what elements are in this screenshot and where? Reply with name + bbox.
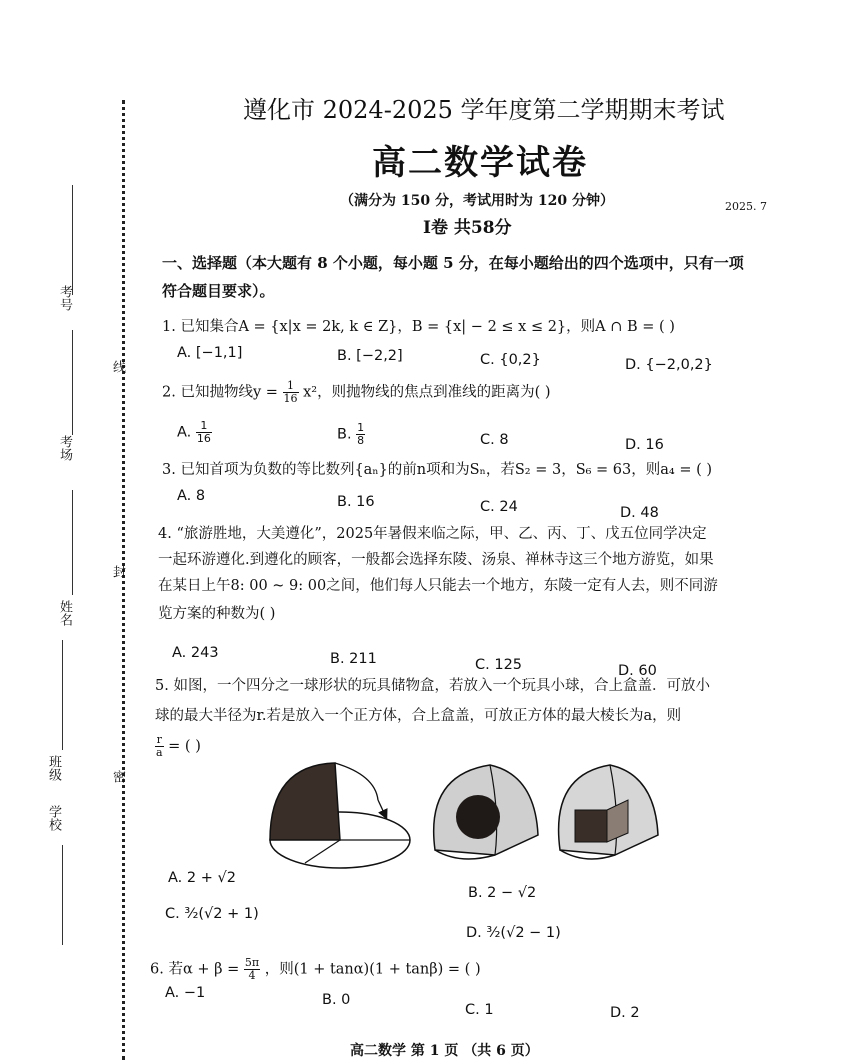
q2-option-d: D. 16 (625, 437, 664, 453)
q1-option-a: A. [−1,1] (177, 345, 243, 361)
exam-date: 2025. 7 (725, 200, 767, 213)
q6-frac-den: 4 (248, 969, 256, 982)
q2-option-a (177, 420, 212, 445)
q2-frac-den: 16 (283, 392, 298, 405)
field-school: 学校 (46, 805, 61, 831)
question-1-stem: 1. 已知集合A = {x|x = 2k, k ∈ Z}，B = {x| − 2 ≤ x ≤ 2}，则A ∩ B = ( ) (162, 319, 675, 335)
q2-option-b-frac (356, 422, 365, 447)
seal-mark-seal: 封 (110, 565, 125, 578)
q4-option-a: A. 243 (172, 645, 219, 661)
paper-title: 高二数学试卷 (372, 143, 588, 183)
q6-frac-num: 5π (244, 956, 260, 969)
q6-option-d: D. 2 (610, 1005, 640, 1021)
q3-option-a: A. 8 (177, 488, 206, 504)
q5-option-c: C. ³⁄₂(√2 + 1) (165, 906, 259, 922)
binding-dotted-line (122, 100, 125, 1060)
question-2-stem (162, 380, 551, 405)
q1-option-b: B. [−2,2] (337, 348, 403, 364)
q2b-den: 8 (357, 434, 365, 447)
q5-option-a: A. 2 + √2 (168, 870, 236, 886)
question-4-line-4: 览方案的种数为( ) (158, 606, 276, 622)
q5-option-d: D. ³⁄₂(√2 − 1) (466, 925, 561, 941)
q6-stem-part1: 6. 若α + β = (150, 961, 240, 978)
q4-option-d: D. 60 (618, 663, 657, 679)
question-6-stem (150, 957, 481, 982)
q6-stem-part2: ，则(1 + tanα)(1 + tanβ) = ( ) (264, 961, 481, 978)
section-instructions-2: 符合题目要求）。 (162, 282, 275, 300)
field-exam-room: 考场 (57, 435, 72, 461)
q1-option-c: C. {0,2} (480, 352, 541, 368)
q6-option-a: A. −1 (165, 985, 206, 1001)
question-4-line-1: 4. “旅游胜地，大美遵化”，2025年暑假来临之际，甲、乙、丙、丁、戊五位同学决定 (158, 526, 707, 542)
question-3-stem: 3. 已知首项为负数的等比数列{aₙ}的前n项和为Sₙ，若S₂ = 3，S₆ = 63，则a₄ = ( ) (162, 462, 713, 478)
section-instructions-1: 一、选择题（本大题有 8 个小题，每小题 5 分，在每小题给出的四个选项中，只有一项 (162, 254, 744, 272)
question-5-line-3 (155, 734, 201, 759)
q5-frac-den: a (156, 746, 163, 759)
page-footer: 高二数学 第 1 页 （共 6 页） (350, 1043, 539, 1059)
q2b-num: 1 (357, 421, 365, 434)
quarter-sphere-figure (260, 755, 670, 875)
question-4-line-2: 一起环游遵化.到遵化的顾客，一般都会选择东陵、汤泉、禅林寺这三个地方游览，如果 (158, 552, 714, 568)
school-line (62, 845, 63, 945)
exam-title: 遵化市 2024-2025 学年度第二学期期末考试 (243, 96, 725, 124)
q3-option-c: C. 24 (480, 499, 518, 515)
seal-mark-line: 线 (110, 360, 125, 373)
q3-option-d: D. 48 (620, 505, 659, 521)
class-line (62, 640, 63, 750)
q1-option-d: D. {−2,0,2} (625, 357, 713, 373)
exam-room-line (72, 330, 73, 435)
q6-fraction (244, 957, 260, 982)
q2-option-c: C. 8 (480, 432, 509, 448)
section-heading: Ⅰ卷 共58分 (423, 218, 512, 238)
question-5-line-1: 5. 如图，一个四分之一球形状的玩具储物盒，若放入一个玩具小球，合上盒盖．可放小 (155, 678, 710, 694)
q2-option-a-label: A. (177, 424, 192, 441)
q2-option-a-frac (196, 420, 212, 445)
q5-stem-tail: = ( ) (168, 738, 201, 755)
q2-stem-part1: 2. 已知抛物线y = (162, 384, 278, 401)
exam-info: （满分为 150 分，考试用时为 120 分钟） (340, 193, 614, 209)
q6-option-b: B. 0 (322, 992, 351, 1008)
q2-fraction (283, 380, 299, 405)
q2a-num: 1 (196, 420, 212, 433)
q2-frac-num: 1 (283, 380, 299, 393)
q5-fraction (155, 734, 164, 759)
q6-option-c: C. 1 (465, 1002, 494, 1018)
question-4-line-3: 在某日上午8: 00 ~ 9: 00之间，他们每人只能去一个地方，东陵一定有人去，则不同游 (158, 578, 718, 594)
field-name: 姓名 (57, 600, 72, 626)
q4-option-c: C. 125 (475, 657, 523, 673)
q5-frac-num: r (156, 733, 162, 746)
exam-number-line (72, 185, 73, 295)
field-exam-number: 考号 (57, 285, 72, 311)
field-class: 班级 (46, 755, 61, 781)
q4-option-b: B. 211 (330, 651, 377, 667)
seal-mark-secret: 密 (110, 770, 125, 783)
q2a-den: 16 (196, 432, 211, 445)
q3-option-b: B. 16 (337, 494, 375, 510)
question-5-line-2: 球的最大半径为r.若是放入一个正方体，合上盒盖，可放正方体的最大棱长为a，则 (155, 708, 682, 724)
name-line (72, 490, 73, 595)
q5-option-b: B. 2 − √2 (468, 885, 537, 901)
q2-option-b-label: B. (337, 426, 352, 443)
q2-stem-part2: x²，则抛物线的焦点到准线的距离为( ) (303, 384, 551, 401)
q2-option-b (337, 422, 365, 447)
